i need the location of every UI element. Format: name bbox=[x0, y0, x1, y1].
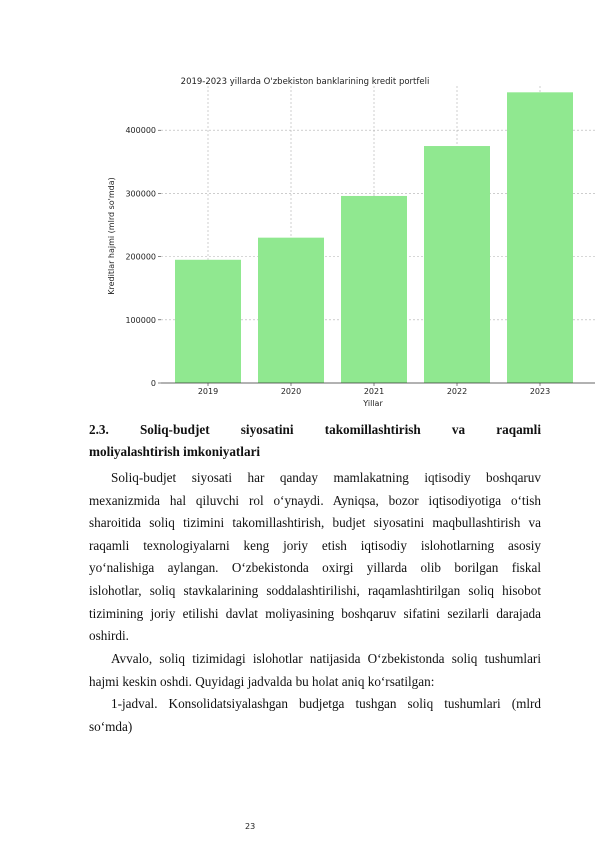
x-tick-label: 2020 bbox=[280, 387, 302, 396]
heading-word: 2.3. bbox=[89, 422, 109, 437]
x-tick-label: 2022 bbox=[446, 387, 468, 396]
y-tick-label: 100000 bbox=[125, 315, 156, 325]
paragraph-1 bbox=[89, 467, 541, 648]
chart-title: 2019-2023 yillarda O'zbekiston banklarining kredit portfeli bbox=[180, 77, 430, 87]
text-line: raqamli texnologiyalarni keng joriy etish iqtisodiy islohotlarning asosiy bbox=[89, 537, 541, 553]
y-tick-label: 0 bbox=[150, 379, 156, 388]
y-axis-label: Kreditlar hajmi (mlrd so'mda) bbox=[107, 177, 116, 295]
bar-2019 bbox=[175, 260, 241, 383]
y-tick-label: 300000 bbox=[125, 189, 156, 199]
heading-word: raqamli bbox=[496, 422, 541, 437]
text-line: Avvalo, soliq tizimidagi islohotlar natijasida O‘zbekistonda soliq tushumlari bbox=[111, 651, 541, 666]
text-line: mexanizmida hal qiluvchi rol o‘ynaydi. Ayniqsa, bozor iqtisodiyotiga o‘tish bbox=[89, 492, 541, 508]
text-line: islohotlar, soliq stavkalarining soddalashtirilishi, raqamlashtirilgan soliq hisobot bbox=[89, 582, 541, 598]
text-line: oshirdi. bbox=[89, 628, 129, 644]
x-axis-label: Yillar bbox=[363, 399, 383, 408]
x-tick-label: 2019 bbox=[197, 387, 219, 396]
heading-line-1 bbox=[89, 419, 541, 441]
bar-2023 bbox=[507, 92, 573, 383]
page-number: 23 bbox=[245, 822, 256, 831]
y-tick-label: 200000 bbox=[125, 252, 156, 262]
paragraph-2 bbox=[89, 648, 541, 693]
heading-word: Soliq-budjet bbox=[139, 422, 210, 437]
heading-line-2: moliyalashtirish imkoniyatlari bbox=[89, 444, 261, 459]
text-line: 1-jadval. Konsolidatsiyalashgan budjetga tushgan soliq tushumlari (mlrd bbox=[111, 696, 541, 711]
text-line: yo‘nalishiga aylangan. O‘zbekistonda oxirgi yillarda olib borilgan fiskal bbox=[89, 560, 541, 576]
section-heading bbox=[89, 419, 541, 463]
heading-word: va bbox=[451, 422, 466, 437]
text-line: hajmi keskin oshdi. Quyidagi jadvalda bu holat aniq ko‘rsatilgan: bbox=[89, 673, 435, 689]
bar-2022 bbox=[424, 146, 490, 383]
bar-2020 bbox=[258, 238, 324, 383]
text-line: tizimining joriy etilishi davlat moliyasining boshqaruv sifatini sezilarli darajada bbox=[89, 605, 541, 621]
text-line: sharoitida soliq tizimini takomillashtirish, budjet siyosatini maqbullashtirish va bbox=[89, 515, 541, 531]
heading-word: siyosatini bbox=[240, 422, 294, 437]
x-tick-label: 2021 bbox=[363, 387, 385, 396]
kredit-portfeli-chart bbox=[95, 68, 595, 410]
y-tick-label: 400000 bbox=[125, 126, 156, 136]
x-tick-label: 2023 bbox=[529, 387, 551, 396]
paragraph-3 bbox=[89, 693, 541, 738]
text-line: so‘mda) bbox=[89, 718, 133, 734]
text-line: Soliq-budjet siyosati har qanday mamlakatning iqtisodiy boshqaruv bbox=[111, 470, 541, 485]
heading-word: takomillashtirish bbox=[324, 422, 421, 437]
bar-2021 bbox=[341, 196, 407, 383]
